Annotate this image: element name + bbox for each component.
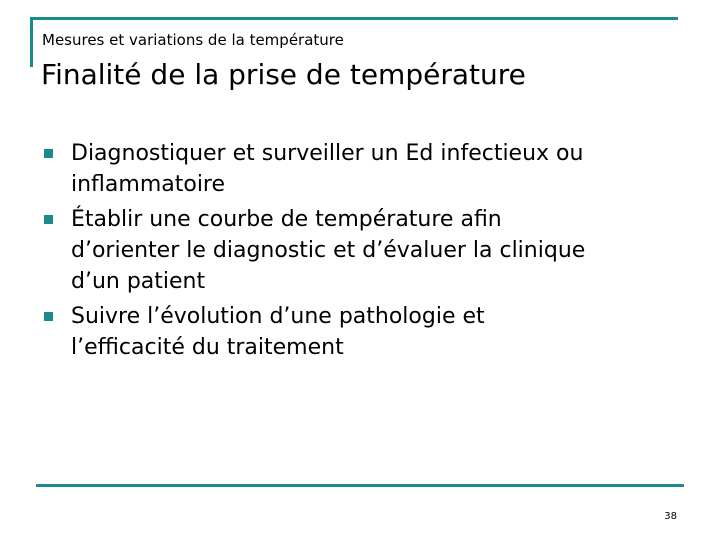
bullet-item bbox=[44, 204, 684, 297]
slide-title: Finalité de la prise de température bbox=[41, 58, 526, 91]
header-rule-top bbox=[30, 17, 678, 20]
bullet-item bbox=[44, 301, 684, 363]
footer-rule bbox=[36, 484, 684, 487]
header-rule-left bbox=[30, 17, 33, 67]
square-bullet-icon bbox=[44, 312, 53, 321]
bullet-list bbox=[44, 138, 684, 367]
page-number: 38 bbox=[664, 511, 677, 522]
square-bullet-icon bbox=[44, 149, 53, 158]
bullet-text: Diagnostiquer et surveiller un Ed infectieux ou inflammatoire bbox=[71, 141, 584, 197]
bullet-text: Établir une courbe de température afin d’orienter le diagnostic et d’évaluer la clinique d’un patient bbox=[71, 207, 586, 294]
bullet-text: Suivre l’évolution d’une pathologie et l’efficacité du traitement bbox=[71, 304, 485, 360]
bullet-item bbox=[44, 138, 684, 200]
square-bullet-icon bbox=[44, 215, 53, 224]
slide-subtitle: Mesures et variations de la température bbox=[42, 31, 344, 49]
